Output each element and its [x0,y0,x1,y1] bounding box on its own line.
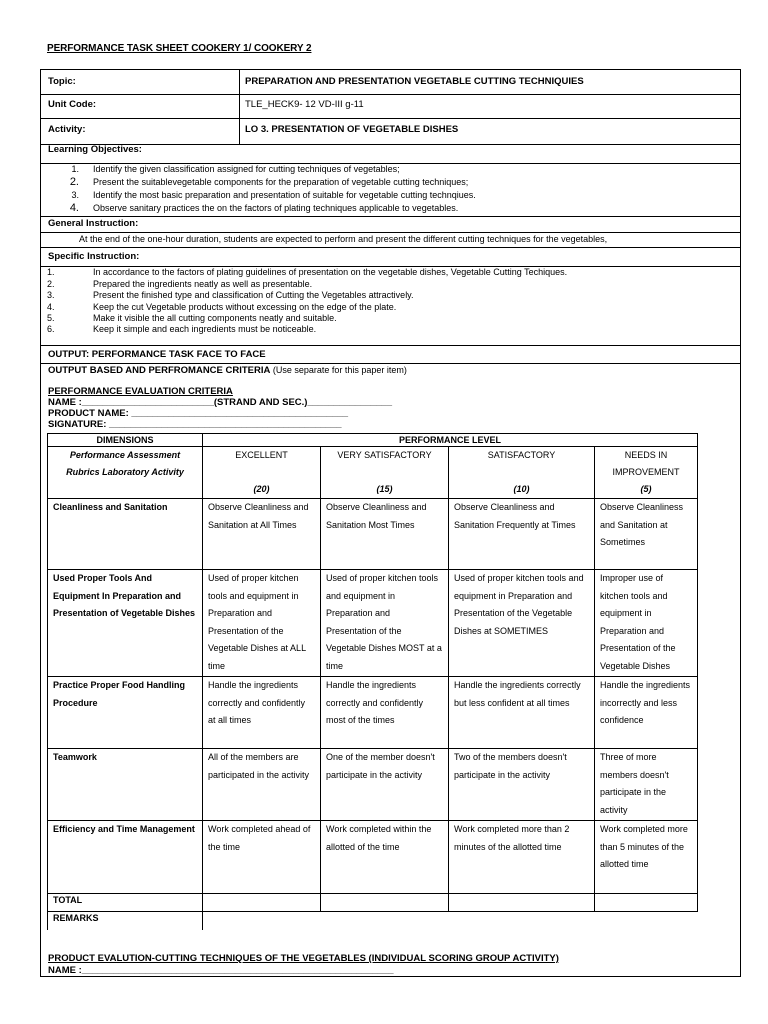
level-excellent: EXCELLENT (20) [203,447,321,499]
total-row [48,894,698,912]
table-row [48,749,698,821]
table-cell: Work completed within the allotted of the time [321,821,449,894]
product-evaluation-heading: PRODUCT EVALUTION-CUTTING TECHNIQUES OF THE VEGETABLES (INDIVIDUAL SCORING GROUP ACTIVITY) [48,953,559,964]
signature-field: SIGNATURE: ____________________________________________ [48,419,342,430]
table-cell: Work completed more than 2 minutes of the allotted time [449,821,595,894]
general-instruction-header [41,217,740,233]
dimension-cell: Efficiency and Time Management [48,821,203,894]
table-cell: Handle the ingredients correctly and confidently most of the times [321,677,449,749]
dimension-cell: Practice Proper Food Handling Procedure [48,677,203,749]
level-needs-improvement: NEEDS IN IMPROVEMENT (5) [595,447,698,499]
table-cell: Handle the ingredients incorrectly and less confidence [595,677,698,749]
learning-objectives-header [41,144,740,164]
dimension-cell: Used Proper Tools And Equipment In Preparation and Presentation of Vegetable Dishes [48,570,203,677]
dimension-cell: Teamwork [48,749,203,821]
rubric-header-row [48,434,698,447]
remarks-empty [203,912,698,930]
table-cell: Work completed ahead of the time [203,821,321,894]
table-cell: Used of proper kitchen tools and equipment in Preparation and Presentation of the Vegetable Dishes at SOMETIMES [449,570,595,677]
evaluation-heading: PERFORMANCE EVALUATION CRITERIA [48,386,233,397]
evaluation-block [48,386,392,430]
criteria-line: OUTPUT BASED AND PERFROMANCE CRITERIA (Use separate for this paper item) [48,365,407,376]
table-cell: Handle the ingredients correctly but less confident at all times [449,677,595,749]
general-instruction-label: General Instruction: [48,218,139,229]
unit-code-row [41,94,740,119]
dimensions-header: DIMENSIONS [48,434,203,447]
table-cell: Used of proper kitchen tools and equipment in Preparation and Presentation of the Vegetable Dishes at ALL time [203,570,321,677]
output-row [41,346,740,364]
table-cell: All of the members are participated in the activity [203,749,321,821]
activity-row [41,118,740,145]
table-row [48,821,698,894]
level-satisfactory: SATISFACTORY (10) [449,447,595,499]
topic-row [41,70,740,95]
table-cell: Used of proper kitchen tools and equipment in Preparation and Presentation of the Vegetable Dishes MOST at a time [321,570,449,677]
topic-value: PREPARATION AND PRESENTATION VEGETABLE CUTTING TECHNIQUIES [245,76,584,87]
output-label: OUTPUT: PERFORMANCE TASK FACE TO FACE [48,349,266,360]
table-cell [203,894,321,912]
dimension-cell: Cleanliness and Sanitation [48,499,203,570]
unit-code-label: Unit Code: [48,99,97,110]
rubric-table [47,433,698,930]
activity-value: LO 3. PRESENTATION OF VEGETABLE DISHES [245,124,459,135]
learning-objectives-label: Learning Objectives: [48,144,142,155]
activity-label: Activity: [48,124,86,135]
product-evaluation-name-field: NAME :___________________________________________________________ [48,965,394,976]
page-title: PERFORMANCE TASK SHEET COOKERY 1/ COOKERY 2 [47,43,312,54]
table-row [48,499,698,570]
specific-instruction-label: Specific Instruction: [48,251,140,262]
table-cell: Observe Cleanliness and Sanitation Most Times [321,499,449,570]
table-cell: Observe Cleanliness and Sanitation at All Times [203,499,321,570]
table-cell: Work completed more than 5 minutes of the allotted time [595,821,698,894]
table-cell: One of the member doesn't participate in the activity [321,749,449,821]
table-cell: Observe Cleanliness and Sanitation Frequently at Times [449,499,595,570]
header-divider [239,70,240,144]
performance-level-header: PERFORMANCE LEVEL [203,434,698,447]
total-label: TOTAL [48,894,203,912]
remarks-label: REMARKS [48,912,203,930]
specific-instruction-header [41,248,740,267]
table-cell: Handle the ingredients correctly and confidently at all times [203,677,321,749]
remarks-row [48,912,698,930]
topic-label: Topic: [48,76,76,87]
table-row [48,570,698,677]
product-name-field: PRODUCT NAME: _________________________________________ [48,408,349,419]
learning-objectives-list: 1. Identify the given classification assigned for cutting techniques of vegetables; 2. Present the suitablevegetable components for the preparation of vegetable cutting techniques; 3. Identify the most basic preparation and presentation of suitable for vegetable cutting technqiues. 4. Observe sanitary practices the on the factors of plating techniques applicable to vegetables. [41,164,740,217]
general-instruction-text-row [41,233,740,248]
table-cell [321,894,449,912]
table-cell: Observe Cleanliness and Sanitation at Sometimes [595,499,698,570]
assessment-label: Performance Assessment Rubrics Laboratory Activity [48,447,203,499]
table-cell [595,894,698,912]
general-instruction-text: At the end of the one-hour duration, students are expected to perform and present the different cutting techniques for the vegetables, [79,234,608,244]
table-cell: Improper use of kitchen tools and equipment in Preparation and Presentation of the Vegetable Dishes [595,570,698,677]
rubric-level-row [48,447,698,499]
name-field: NAME :_________________________(STRAND AND SEC.)________________ [48,397,393,408]
table-cell: Two of the members doesn't participate in the activity [449,749,595,821]
specific-instruction-list: 1. In accordance to the factors of plating guidelines of presentation on the vegetable dishes, Vegetable Cutting Techiques. 2. Prepared the ingredients neatly as well as presentable. 3. Present the finished type and classification of Cutting the Vegetables attractively. 4. Keep the cut Vegetable products without excessing on the edge of the plate. 5. Make it visible the all cutting components neatly and suitable. 6. Keep it simple and each ingredients must be noticeable. [41,267,740,346]
table-cell [449,894,595,912]
unit-code-value: TLE_HECK9- 12 VD-III g-11 [245,99,364,110]
product-evaluation-block [48,953,559,977]
table-row [48,677,698,749]
table-cell: Three of more members doesn't participate in the activity [595,749,698,821]
level-very-satisfactory: VERY SATISFACTORY (15) [321,447,449,499]
